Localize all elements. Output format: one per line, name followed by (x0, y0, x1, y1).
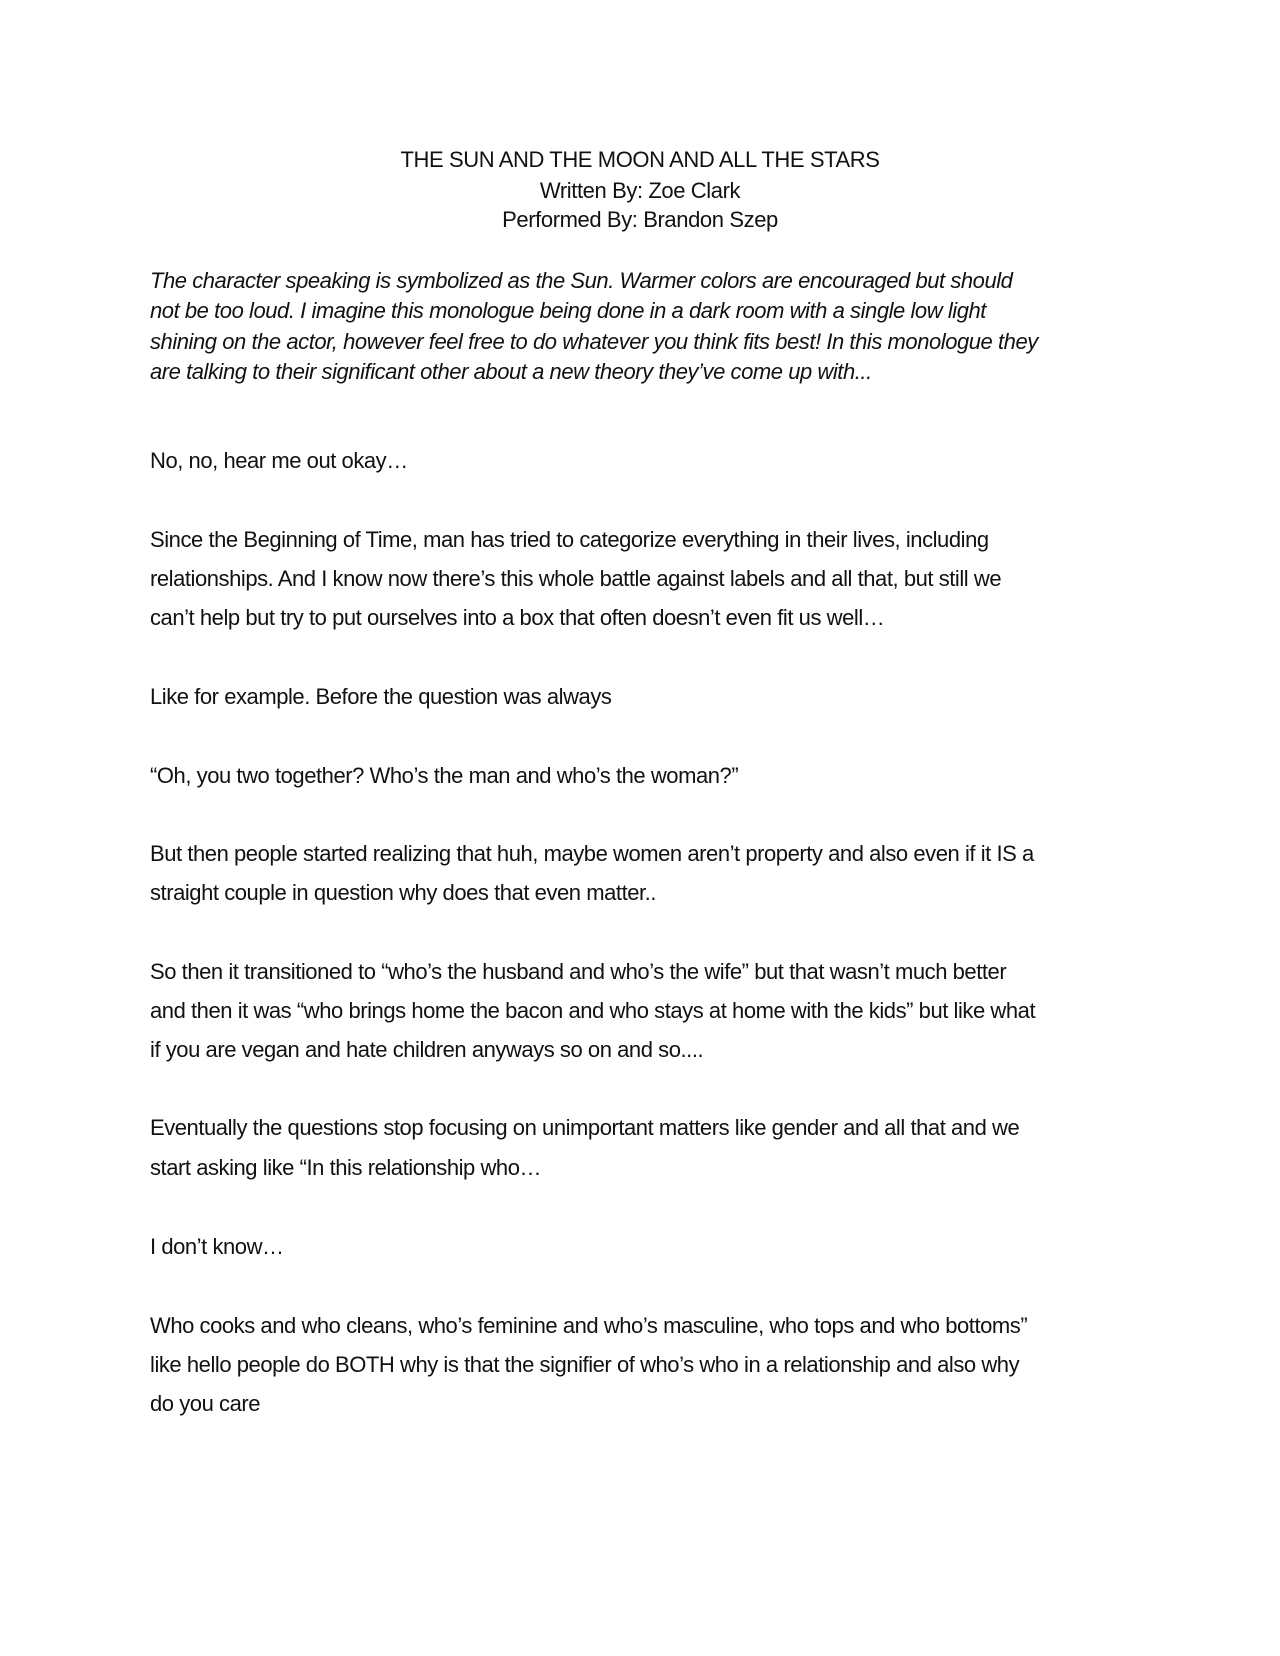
body-line: do you care (150, 1391, 261, 1416)
body-line: Like for example. Before the question was always (150, 684, 612, 709)
body-line: and then it was “who brings home the bacon and who stays at home with the kids” but like what (150, 998, 1036, 1023)
body-line: So then it transitioned to “who’s the husband and who’s the wife” but that wasn’t much better (150, 959, 1007, 984)
body-line: But then people started realizing that huh, maybe women aren’t property and also even if it IS a (150, 841, 1034, 866)
body-line: Who cooks and who cleans, who’s feminine and who’s masculine, who tops and who bottoms” (150, 1313, 1028, 1338)
intro-line: The character speaking is symbolized as the Sun. Warmer colors are encouraged but should (150, 268, 1013, 293)
body-line: “Oh, you two together? Who’s the man and who’s the woman?” (150, 763, 739, 788)
body-line: Eventually the questions stop focusing on unimportant matters like gender and all that and we (150, 1115, 1020, 1140)
intro-line: are talking to their significant other about a new theory they’ve come up with... (150, 359, 872, 384)
body-line: I don’t know… (150, 1234, 284, 1259)
intro-line: shining on the actor, however feel free to do whatever you think fits best! In this monologue they (150, 329, 1038, 354)
body-line: relationships. And I know now there’s this whole battle against labels and all that, but still we (150, 566, 1002, 591)
performer-line: Performed By: Brandon Szep (502, 207, 778, 232)
body-line: Since the Beginning of Time, man has tried to categorize everything in their lives, including (150, 527, 989, 552)
document-title: THE SUN AND THE MOON AND ALL THE STARS (400, 147, 880, 172)
author-line: Written By: Zoe Clark (539, 178, 741, 203)
body-line: can’t help but try to put ourselves into a box that often doesn’t even fit us well… (150, 605, 885, 630)
body-line: No, no, hear me out okay… (150, 448, 408, 473)
body-line: start asking like “In this relationship who… (150, 1155, 542, 1180)
intro-line: not be too loud. I imagine this monologue being done in a dark room with a single low light (150, 298, 986, 323)
body-line: straight couple in question why does that even matter.. (150, 880, 657, 905)
body-line: if you are vegan and hate children anyways so on and so.... (150, 1037, 704, 1062)
body-line: like hello people do BOTH why is that the signifier of who’s who in a relationship and also why (150, 1352, 1020, 1377)
